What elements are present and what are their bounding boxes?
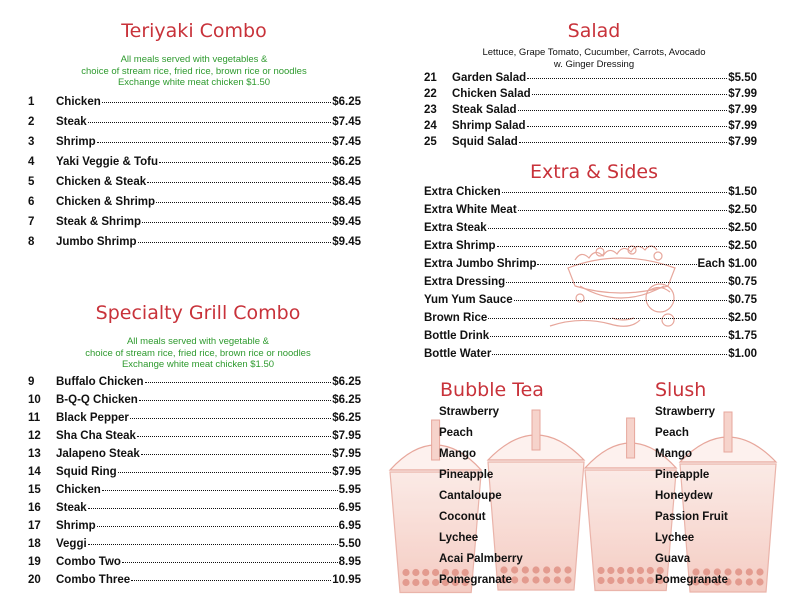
menu-item-name: Yum Yum Sauce	[424, 294, 513, 306]
menu-item-row	[28, 232, 361, 252]
menu-item-name: Bottle Drink	[424, 330, 490, 342]
menu-item-number: 11	[28, 412, 41, 424]
menu-item-row	[424, 102, 757, 118]
flavor-item: Peach	[439, 427, 473, 439]
menu-item-number: 1	[28, 96, 35, 108]
menu-item-number: 7	[28, 216, 35, 228]
menu-item-number: 25	[424, 136, 437, 148]
salad-list	[424, 70, 757, 150]
flavor-item: Mango	[439, 448, 477, 460]
slush-heading: Slush	[655, 379, 707, 401]
menu-item-price: $7.99	[728, 104, 757, 116]
menu-item-row	[28, 152, 361, 172]
menu-item-price: $8.45	[332, 196, 361, 208]
dot-leader	[518, 209, 728, 211]
menu-item-name: Jumbo Shrimp	[56, 236, 137, 248]
menu-item-name: Shrimp	[56, 136, 96, 148]
menu-item-price: 6.95	[338, 502, 361, 514]
menu-item-name: Chicken	[56, 484, 101, 496]
menu-item-number: 9	[28, 376, 35, 388]
menu-item-row	[28, 535, 361, 553]
dot-leader	[519, 141, 727, 143]
menu-item-number: 4	[28, 156, 35, 168]
teriyaki-combo-heading: Teriyaki Combo	[121, 20, 267, 42]
menu-item-number: 3	[28, 136, 35, 148]
specialty-grill-combo-note	[28, 336, 368, 371]
menu-item-price: 10.95	[332, 574, 361, 586]
menu-item-name: Veggi	[56, 538, 87, 550]
menu-item-number: 13	[28, 448, 41, 460]
menu-item-number: 12	[28, 430, 41, 442]
salad-heading: Salad	[567, 20, 621, 42]
dot-leader	[122, 561, 338, 563]
dot-leader	[88, 507, 338, 509]
menu-item-price: Each $1.00	[697, 258, 757, 270]
bubble-tea-flavor-list	[439, 402, 523, 591]
flavor-item: Pineapple	[655, 469, 710, 481]
menu-item-price: $5.50	[728, 72, 757, 84]
menu-item-row	[28, 499, 361, 517]
dot-leader	[159, 161, 331, 163]
menu-item-row	[28, 132, 361, 152]
menu-item-price: $1.50	[728, 186, 757, 198]
flavor-item: Pineapple	[439, 469, 494, 481]
menu-item-row	[28, 92, 361, 112]
menu-item-number: 10	[28, 394, 41, 406]
teriyaki-combo-note	[28, 54, 360, 89]
dot-leader	[141, 453, 331, 455]
dot-leader	[102, 489, 338, 491]
dot-leader	[118, 471, 332, 473]
menu-item-name: Buffalo Chicken	[56, 376, 144, 388]
menu-item-name: Bottle Water	[424, 348, 492, 360]
specialty-note-line-3: Exchange white meat chicken $1.50	[121, 359, 275, 370]
dot-leader	[492, 353, 727, 355]
menu-item-number: 22	[424, 88, 437, 100]
teriyaki-note-line-1: All meals served with vegetables &	[120, 54, 268, 65]
specialty-note-line-1: All meals served with vegetable &	[126, 336, 270, 347]
dot-leader	[488, 317, 727, 319]
menu-item-row	[28, 409, 361, 427]
menu-item-row	[28, 553, 361, 571]
extra-sides-list	[424, 183, 757, 363]
menu-item-price: $6.25	[332, 376, 361, 388]
menu-item-price: $7.99	[728, 120, 757, 132]
flavor-item: Pomegranate	[439, 574, 512, 586]
dot-leader	[514, 299, 728, 301]
menu-item-number: 20	[28, 574, 41, 586]
menu-item-name: Extra Chicken	[424, 186, 501, 198]
menu-item-name: Chicken Salad	[452, 88, 531, 100]
slush-flavor-list	[655, 402, 728, 591]
menu-item-number: 14	[28, 466, 41, 478]
dot-leader	[518, 109, 728, 111]
menu-item-row	[28, 463, 361, 481]
menu-item-row	[424, 219, 757, 237]
menu-item-name: Extra White Meat	[424, 204, 517, 216]
menu-item-price: $9.45	[332, 236, 361, 248]
menu-item-name: Yaki Veggie & Tofu	[56, 156, 159, 168]
dot-leader	[102, 101, 331, 103]
menu-item-name: Chicken & Steak	[56, 176, 147, 188]
menu-item-number: 21	[424, 72, 437, 84]
dot-leader	[97, 141, 332, 143]
menu-item-price: $6.25	[332, 156, 361, 168]
menu-item-price: $7.95	[332, 448, 361, 460]
menu-item-row	[28, 212, 361, 232]
menu-item-row	[28, 481, 361, 499]
flavor-item: Strawberry	[439, 406, 500, 418]
menu-item-row	[28, 427, 361, 445]
menu-item-row	[28, 445, 361, 463]
menu-item-number: 2	[28, 116, 35, 128]
dot-leader	[131, 579, 331, 581]
menu-item-price: $2.50	[728, 222, 757, 234]
menu-item-number: 19	[28, 556, 41, 568]
menu-item-name: Steak	[56, 116, 87, 128]
flavor-item: Mango	[655, 448, 693, 460]
menu-item-price: $7.99	[728, 136, 757, 148]
menu-item-row	[424, 86, 757, 102]
menu-item-row	[28, 373, 361, 391]
menu-item-number: 24	[424, 120, 437, 132]
menu-item-price: 8.95	[338, 556, 361, 568]
flavor-item: Strawberry	[655, 406, 716, 418]
specialty-grill-combo-heading: Specialty Grill Combo	[95, 302, 301, 324]
menu-item-row	[424, 118, 757, 134]
flavor-item: Cantaloupe	[439, 490, 502, 502]
dot-leader	[537, 263, 696, 265]
menu-item-row	[28, 172, 361, 192]
menu-item-number: 17	[28, 520, 41, 532]
teriyaki-note-line-3: Exchange white meat chicken $1.50	[117, 77, 271, 88]
dot-leader	[142, 221, 331, 223]
menu-item-name: Combo Two	[56, 556, 121, 568]
menu-item-price: $7.95	[332, 466, 361, 478]
menu-item-row	[424, 291, 757, 309]
flavor-item: Passion Fruit	[655, 511, 728, 523]
dot-leader	[137, 435, 331, 437]
menu-item-name: Steak & Shrimp	[56, 216, 141, 228]
menu-item-number: 18	[28, 538, 41, 550]
menu-item-row	[28, 391, 361, 409]
dot-leader	[502, 191, 728, 193]
dot-leader	[130, 417, 331, 419]
menu-item-row	[28, 571, 361, 589]
menu-item-name: Chicken	[56, 96, 101, 108]
menu-item-number: 8	[28, 236, 35, 248]
menu-item-price: $6.25	[332, 412, 361, 424]
menu-item-row	[424, 255, 757, 273]
menu-item-name: Extra Steak	[424, 222, 487, 234]
menu-item-name: Extra Dressing	[424, 276, 506, 288]
menu-item-price: $0.75	[728, 294, 757, 306]
dot-leader	[490, 335, 727, 337]
dot-leader	[147, 181, 331, 183]
menu-item-name: Extra Shrimp	[424, 240, 496, 252]
flavor-item: Pomegranate	[655, 574, 728, 586]
menu-item-row	[424, 70, 757, 86]
menu-item-row	[424, 345, 757, 363]
dot-leader	[156, 201, 331, 203]
menu-item-price: $2.50	[728, 312, 757, 324]
bubble-tea-heading: Bubble Tea	[440, 379, 544, 401]
specialty-grill-combo-list	[28, 373, 361, 589]
menu-item-name: Combo Three	[56, 574, 131, 586]
menu-item-price: 5.50	[338, 538, 361, 550]
specialty-note-line-2: choice of stream rice, fried rice, brown rice or noodles	[85, 347, 311, 359]
menu-item-name: Black Pepper	[56, 412, 129, 424]
menu-item-name: B-Q-Q Chicken	[56, 394, 138, 406]
menu-item-price: $1.75	[728, 330, 757, 342]
dot-leader	[527, 77, 727, 79]
menu-item-row	[424, 327, 757, 345]
menu-item-row	[424, 273, 757, 291]
menu-item-price: $2.50	[728, 240, 757, 252]
menu-item-price: $7.45	[332, 116, 361, 128]
menu-item-price: $7.45	[332, 136, 361, 148]
teriyaki-note-line-2: choice of stream rice, fried rice, brown rice or noodles	[81, 65, 307, 77]
menu-item-row	[28, 517, 361, 535]
menu-item-row	[28, 192, 361, 212]
menu-item-price: $1.00	[728, 348, 757, 360]
dot-leader	[97, 525, 338, 527]
menu-item-price: $7.99	[728, 88, 757, 100]
dot-leader	[88, 121, 332, 123]
menu-item-row	[424, 134, 757, 150]
flavor-item: Peach	[655, 427, 689, 439]
salad-note	[424, 47, 764, 70]
flavor-item: Guava	[655, 553, 691, 565]
menu-item-name: Chicken & Shrimp	[56, 196, 156, 208]
menu-item-price: $8.45	[332, 176, 361, 188]
flavor-item: Lychee	[439, 532, 479, 544]
menu-item-number: 5	[28, 176, 35, 188]
dot-leader	[88, 543, 338, 545]
menu-item-name: Steak	[56, 502, 87, 514]
menu-item-price: $6.25	[332, 394, 361, 406]
menu-item-name: Garden Salad	[452, 72, 527, 84]
dot-leader	[527, 125, 728, 127]
menu-item-name: Squid Salad	[452, 136, 518, 148]
menu-item-name: Squid Ring	[56, 466, 117, 478]
menu-item-row	[28, 112, 361, 132]
flavor-item: Acai Palmberry	[439, 553, 523, 565]
menu-item-price: $6.25	[332, 96, 361, 108]
flavor-item: Honeydew	[655, 490, 713, 502]
menu-item-price: $0.75	[728, 276, 757, 288]
menu-item-name: Shrimp	[56, 520, 96, 532]
teriyaki-combo-list	[28, 92, 361, 252]
menu-item-number: 15	[28, 484, 41, 496]
menu-item-name: Jalapeno Steak	[56, 448, 140, 460]
dot-leader	[497, 245, 728, 247]
menu-item-name: Shrimp Salad	[452, 120, 526, 132]
dot-leader	[532, 93, 728, 95]
menu-item-price: $9.45	[332, 216, 361, 228]
menu-item-name: Brown Rice	[424, 312, 488, 324]
extra-sides-heading: Extra & Sides	[529, 161, 659, 183]
salad-note-line-2: w. Ginger Dressing	[553, 58, 635, 70]
dot-leader	[488, 227, 728, 229]
dot-leader	[139, 399, 331, 401]
menu-item-row	[424, 201, 757, 219]
menu-item-price: 5.95	[338, 484, 361, 496]
flavor-item: Coconut	[439, 511, 486, 523]
menu-item-number: 6	[28, 196, 35, 208]
menu-item-name: Steak Salad	[452, 104, 517, 116]
menu-item-name: Sha Cha Steak	[56, 430, 136, 442]
salad-note-line-1: Lettuce, Grape Tomato, Cucumber, Carrots, Avocado	[482, 47, 706, 58]
menu-item-price: $2.50	[728, 204, 757, 216]
menu-item-price: 6.95	[338, 520, 361, 532]
menu-item-number: 16	[28, 502, 41, 514]
menu-item-name: Extra Jumbo Shrimp	[424, 258, 537, 270]
dot-leader	[145, 381, 332, 383]
menu-item-row	[424, 309, 757, 327]
menu-item-number: 23	[424, 104, 437, 116]
menu-item-price: $7.95	[332, 430, 361, 442]
dot-leader	[506, 281, 727, 283]
menu-item-row	[424, 237, 757, 255]
flavor-item: Lychee	[655, 532, 695, 544]
menu-item-row	[424, 183, 757, 201]
dot-leader	[138, 241, 332, 243]
